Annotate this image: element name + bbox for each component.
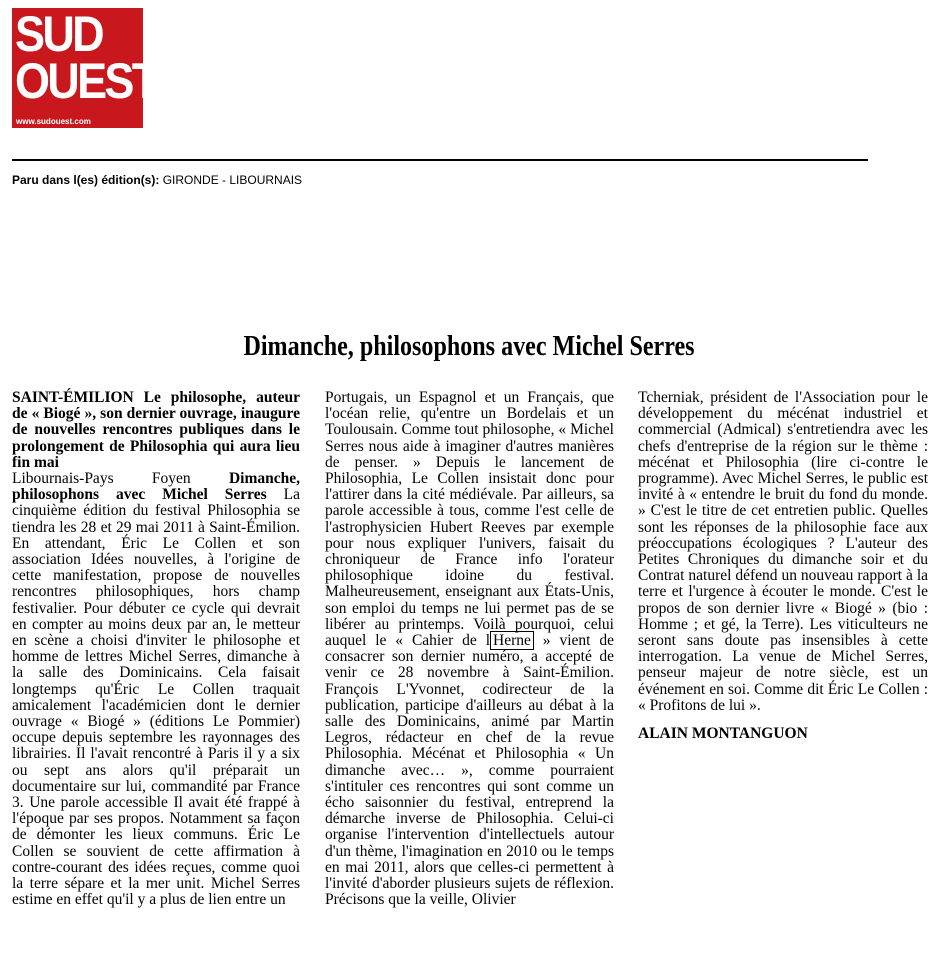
article-byline: ALAIN MONTANGUON <box>638 725 808 743</box>
article-column-3 <box>638 390 928 742</box>
edition-line <box>12 173 302 187</box>
edition-label: Paru dans l(es) édition(s): <box>12 173 160 187</box>
article-column-1 <box>12 390 300 909</box>
column-1-body <box>12 471 300 908</box>
article-lead: SAINT-ÉMILION Le philosophe, auteur de « Biogé », son dernier ouvrage, inaugure de nouvelles rencontres publiques dans le prolongement de Philosophia qui aura lieu fin mai <box>12 389 300 471</box>
sudouest-logo <box>12 6 157 128</box>
article-column-2 <box>325 390 614 909</box>
edition-value: GIRONDE - LIBOURNAIS <box>162 173 303 187</box>
logo-url: www.sudouest.com <box>16 117 91 126</box>
column-1-text: La cinquième édition du festival Philosophia se tiendra les 28 et 29 mai 2011 à Saint-Émilion. En attendant, Éric Le Collen et son association Idées nouvelles, à l'origine de cette manifestation, propose de nouvelles rencontres philosophiques, hors champ festivalier. Pour débuter ce cycle qui devrait en compter au moins deux par an, le metteur en scène a choisi d'inviter le philosophe et homme de lettres Michel Serres, dimanche à la salle des Dominicains. Cela faisait longtemps qu'Éric Le Collen traquait amicalement l'académicien dont le dernier ouvrage « Biogé » (éditions Le Pommier) occupe depuis septembre les rayonnages des librairies. Il l'avait rencontré à Paris il y a six ou sept ans alors qu'il préparait un documentaire sur lui, commandité par France 3. Une parole accessible Il avait été frappé à l'époque par ses propos. Notamment sa façon de démonter les lieux communs. Éric Le Collen se souvient de cette affirmation à contre-courant des idées reçues, comme quoi la terre sépare et la mer unit. Michel Serres estime en effet qu'il y a plus de lien entre un <box>12 486 300 909</box>
article-title: Dimanche, philosophons avec Michel Serres <box>243 331 695 362</box>
column-2-text-a: Portugais, un Espagnol et un Français, que l'océan relie, qu'entre un Bordelais et un Toulousain. Comme tout philosophe, « Michel Serres nous aide à imaginer d'autres manières de penser. » Depuis le lancement de Philosophia, Le Collen insistait donc pour l'attirer dans la cité médiévale. Par ailleurs, sa parole accessible à tous, comme l'est celle de l'astrophysicien Hubert Reeves par exemple pour nous expliquer l'univers, faisait du chroniqueur de France info l'orateur philosophique idoine du festival. Malheureusement, enseignant aux États-Unis, son emploi du temps ne lui permet pas de se libérer au printemps. Voilà pourquoi, celui auquel le « Cahier de l <box>325 389 614 650</box>
column-3-body: Tcherniak, président de l'Association pour le développement du mécénat industriel et commercial (Admical) s'entretiendra avec les chefs d'entreprise de la région sur le thème : mécénat et Philosophia (lire ci-contre le programme). Avec Michel Serres, le public est invité à « entendre le bruit du fond du monde. » C'est le titre de cet entretien public. Quelles sont les réponses de la philosophie face aux préoccupations écologiques ? L'auteur des Petites Chroniques du dimanche soir et du Contrat naturel défend un nouveau rapport à la terre et l'urgence à écouter le monde. C'est le propos de son dernier livre « Biogé » (bio : Homme ; et gé, la Terre). Les viticulteurs ne seront sans doute pas insensibles à cette interrogation. La venue de Michel Serres, penseur majeur de notre siècle, est un événement en soi. Comme dit Éric Le Collen : « Profitons de lui ». <box>638 389 928 714</box>
logo-line2: OUEST <box>15 53 157 109</box>
column-2-text-b: » vient de consacrer son dernier numéro, a accepté de venir ce 28 novembre à Saint-Émilion. François L'Yvonnet, codirecteur de la publication, participe d'ailleurs au débat à la salle des Dominicains, animé par Martin Legros, rédacteur en chef de la revue Philosophia. Mécénat et Philosophia « Un dimanche avec… », comme pourraient s'intituler ces rencontres qui sont comme un écho saisonnier du festival, entreprend la démarche inverse de Philosophia. Celui-ci organise l'intervention d'intellectuels autour d'un thème, l'imagination en 2010 ou le temps en mai 2011, alors que celles-ci permettent à l'invité d'aborder plusieurs sujets de réflexion. Précisons que la veille, Olivier <box>325 632 614 909</box>
logo-line1: SUD <box>15 6 102 62</box>
column-2-body <box>325 390 614 909</box>
column-1-bold: Dimanche, philosophons avec Michel Serres <box>12 470 300 504</box>
header-divider <box>12 159 868 161</box>
highlighted-word: Herne <box>490 631 534 650</box>
column-1-pre: Libournais-Pays Foyen <box>12 470 229 488</box>
